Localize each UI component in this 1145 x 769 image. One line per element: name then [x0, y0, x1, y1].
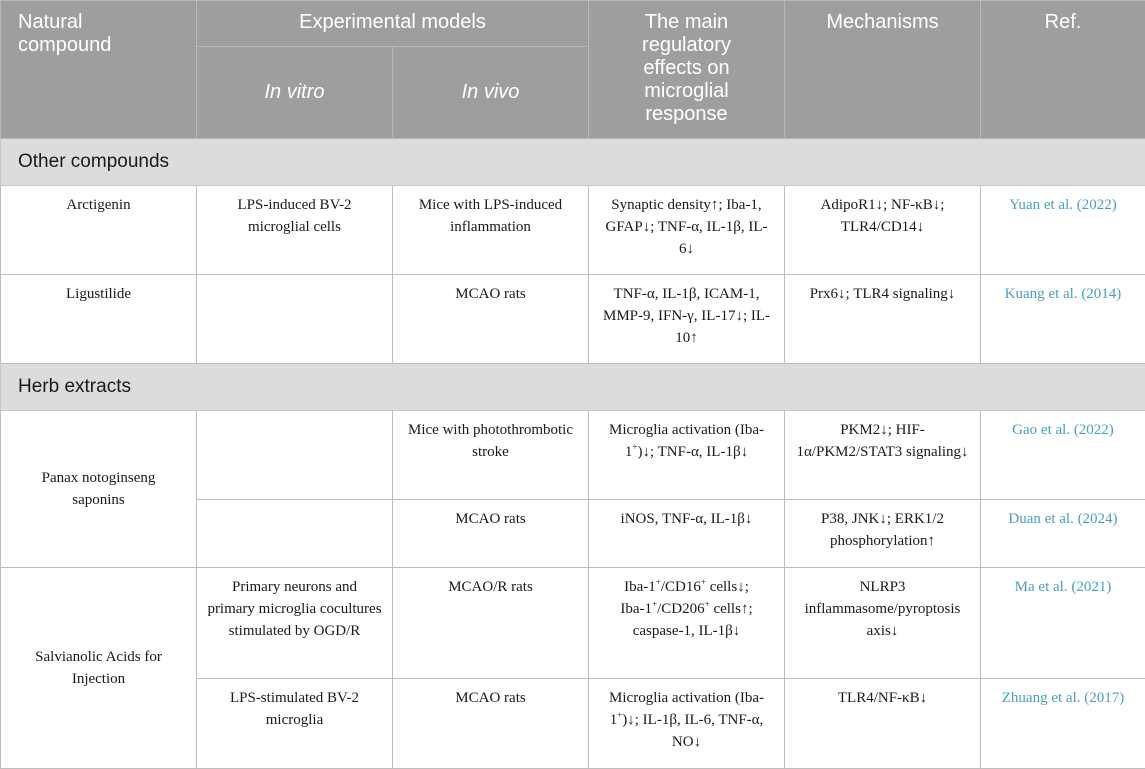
superscript: +: [632, 442, 637, 452]
effects-text: Iba-1: [624, 579, 656, 595]
ref-link[interactable]: Duan et al. (2024): [1008, 511, 1117, 527]
mechanisms-cell: NLRP3 inflammasome/pyroptosis axis↓: [785, 568, 981, 679]
ref-link[interactable]: Ma et al. (2021): [1015, 579, 1112, 595]
effects-cell: [589, 568, 785, 679]
table-header: [1, 1, 1145, 139]
effects-cell: TNF-α, IL-1β, ICAM-1, MMP-9, IFN-γ, IL-17↓; IL-10↑: [589, 275, 785, 364]
effects-text: /CD206: [657, 601, 705, 617]
ref-link[interactable]: Gao et al. (2022): [1012, 422, 1114, 438]
effects-text: caspase-1, IL-1β↓: [633, 623, 741, 639]
effects-text: Microglia activation (Iba-1: [609, 422, 764, 460]
effects-text: Iba-1: [620, 601, 652, 617]
effects-cell: [589, 679, 785, 769]
in-vivo-cell: MCAO rats: [393, 679, 589, 769]
in-vitro-cell: [197, 275, 393, 364]
header-natural-compound: Natural compound: [1, 1, 197, 139]
effects-text: /CD16: [661, 579, 701, 595]
in-vivo-cell: Mice with photothrombotic stroke: [393, 411, 589, 500]
effects-cell: Synaptic density↑; Iba-1, GFAP↓; TNF-α, IL-1β, IL-6↓: [589, 186, 785, 275]
mechanisms-cell: PKM2↓; HIF-1α/PKM2/STAT3 signaling↓: [785, 411, 981, 500]
ref-link[interactable]: Yuan et al. (2022): [1009, 197, 1116, 213]
mechanisms-cell: P38, JNK↓; ERK1/2 phosphorylation↑: [785, 500, 981, 568]
mechanisms-cell: TLR4/NF-κB↓: [785, 679, 981, 769]
header-in-vitro: In vitro: [197, 47, 393, 139]
in-vitro-cell: [197, 411, 393, 500]
in-vivo-cell: MCAO rats: [393, 275, 589, 364]
mechanisms-cell: Prx6↓; TLR4 signaling↓: [785, 275, 981, 364]
effects-text: )↓; TNF-α, IL-1β↓: [637, 444, 748, 460]
ref-link[interactable]: Kuang et al. (2014): [1005, 286, 1122, 302]
ref-cell: [981, 186, 1145, 275]
effects-text: cells↓;: [706, 579, 749, 595]
section-row-herb-extracts: [1, 364, 1145, 411]
ref-cell: [981, 411, 1145, 500]
section-title: Herb extracts: [1, 364, 1145, 411]
in-vitro-cell: LPS-stimulated BV-2 microglia: [197, 679, 393, 769]
table-row-salvianolic-1: [1, 568, 1145, 679]
ref-link[interactable]: Zhuang et al. (2017): [1002, 690, 1124, 706]
in-vitro-cell: LPS-induced BV-2 microglial cells: [197, 186, 393, 275]
header-experimental-models: Experimental models: [197, 1, 589, 47]
header-in-vivo: In vivo: [393, 47, 589, 139]
effects-text: cells↑;: [710, 601, 753, 617]
mechanisms-cell: AdipoR1↓; NF-κB↓; TLR4/CD14↓: [785, 186, 981, 275]
effects-text: )↓; IL-1β, IL-6, TNF-α, NO↓: [622, 712, 763, 750]
section-title: Other compounds: [1, 139, 1145, 186]
in-vitro-cell: [197, 500, 393, 568]
in-vivo-cell: MCAO/R rats: [393, 568, 589, 679]
compound-cell: Ligustilide: [1, 275, 197, 364]
table-row-arctigenin: [1, 186, 1145, 275]
ref-cell: [981, 568, 1145, 679]
header-mechanisms: Mechanisms: [785, 1, 981, 139]
effects-cell: [589, 411, 785, 500]
in-vitro-cell: Primary neurons and primary microglia cocultures stimulated by OGD/R: [197, 568, 393, 679]
superscript: +: [705, 599, 710, 609]
superscript: +: [656, 577, 661, 587]
in-vivo-cell: Mice with LPS-induced inflammation: [393, 186, 589, 275]
compound-cell: Salvianolic Acids for Injection: [1, 568, 197, 769]
superscript: +: [617, 710, 622, 720]
table-row-ligustilide: [1, 275, 1145, 364]
ref-cell: [981, 275, 1145, 364]
header-regulatory-effects: The main regulatory effects on microglial response: [589, 1, 785, 139]
effects-text: Microglia activation (Iba-1: [609, 690, 764, 728]
section-row-other-compounds: [1, 139, 1145, 186]
compound-cell: Panax notoginseng saponins: [1, 411, 197, 568]
ref-cell: [981, 679, 1145, 769]
in-vivo-cell: MCAO rats: [393, 500, 589, 568]
table-row-panax-1: [1, 411, 1145, 500]
effects-cell: iNOS, TNF-α, IL-1β↓: [589, 500, 785, 568]
compound-cell: Arctigenin: [1, 186, 197, 275]
superscript: +: [701, 577, 706, 587]
ref-cell: [981, 500, 1145, 568]
header-ref: Ref.: [981, 1, 1145, 139]
superscript: +: [652, 599, 657, 609]
